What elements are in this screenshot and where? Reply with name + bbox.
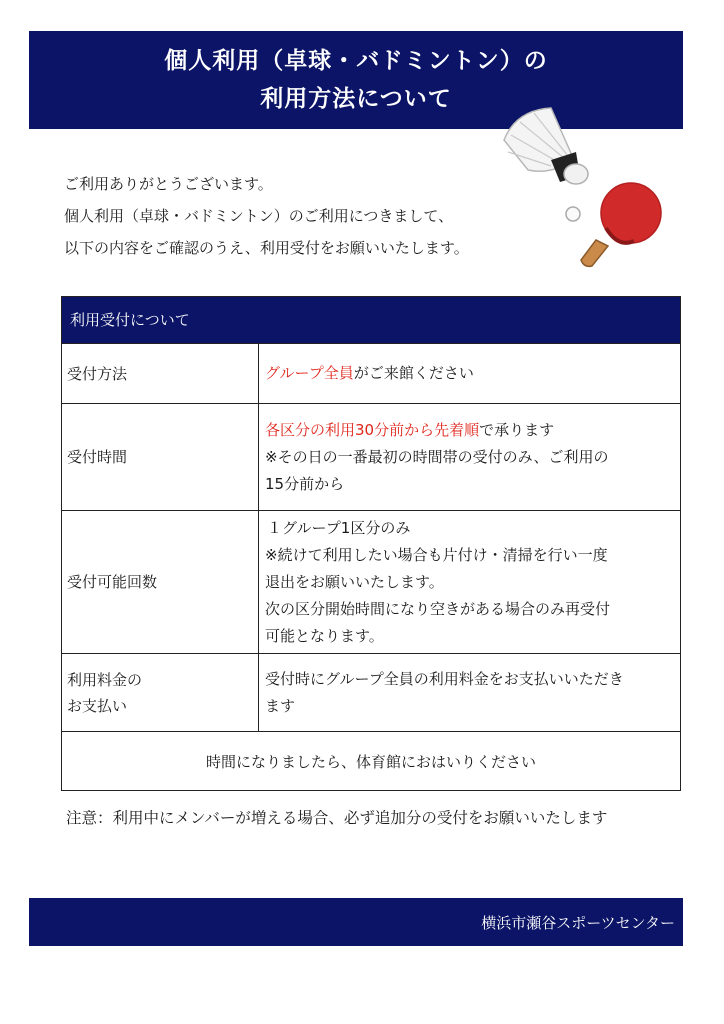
highlight-text: グループ全員	[265, 364, 354, 382]
value-text: がご来館ください	[353, 364, 474, 382]
intro-line: 個人利用（卓球・バドミントン）のご利用につきまして、	[64, 207, 454, 225]
caution-note: 注意：利用中にメンバーが増える場合、必ず追加分の受付をお願いいたします	[66, 809, 608, 827]
row-label-line: お支払い	[67, 696, 128, 715]
highlight-text: 各区分の利用30分前から先着順	[265, 420, 480, 439]
ping-pong-ball-icon	[566, 207, 580, 221]
intro-line: 以下の内容をご確認のうえ、利用受付をお願いいたします。	[64, 239, 469, 257]
table-footer-row	[62, 731, 680, 790]
intro-line: ご利用ありがとうございます。	[64, 175, 273, 193]
row-label: 受付方法	[62, 344, 259, 403]
footer-banner	[29, 898, 683, 946]
value-text: 15分前から	[265, 474, 345, 493]
table-row	[62, 343, 680, 403]
row-value	[259, 404, 680, 510]
row-value	[259, 344, 680, 403]
shuttlecock-icon	[504, 108, 588, 184]
value-text: ※その日の一番最初の時間帯の受付のみ、ご利用の	[265, 447, 609, 466]
row-value	[259, 654, 680, 731]
row-value	[259, 511, 680, 653]
value-text: ます	[265, 696, 296, 715]
table-row	[62, 403, 680, 510]
value-text: 次の区分開始時間になり空きがある場合のみ再受付	[265, 599, 611, 618]
intro-text	[64, 168, 524, 264]
value-text: 退出をお願いいたします。	[265, 572, 444, 591]
table-row	[62, 653, 680, 731]
value-text: で承ります	[479, 420, 555, 439]
page-title-line1: 個人利用（卓球・バドミントン）の	[164, 48, 548, 74]
value-text: 可能となります。	[265, 626, 384, 645]
table-tennis-paddle-icon	[581, 183, 661, 266]
organization-name: 横浜市瀬谷スポーツセンター	[481, 913, 675, 932]
page-title-line2: 利用方法について	[260, 86, 452, 112]
row-label	[62, 654, 259, 731]
value-text: １グループ1区分のみ	[267, 518, 411, 537]
table-row	[62, 510, 680, 653]
value-text: 受付時にグループ全員の利用料金をお支払いいただき	[265, 669, 624, 688]
sports-illustration	[496, 100, 666, 275]
row-label-line: 利用料金の	[67, 670, 143, 689]
row-label: 受付時間	[62, 404, 259, 510]
reception-table	[61, 296, 681, 791]
table-header: 利用受付について	[62, 297, 680, 343]
table-footer-text: 時間になりましたら、体育館におはいりください	[205, 752, 536, 771]
row-label: 受付可能回数	[62, 511, 259, 653]
value-text: ※続けて利用したい場合も片付け・清掃を行い一度	[265, 545, 608, 564]
